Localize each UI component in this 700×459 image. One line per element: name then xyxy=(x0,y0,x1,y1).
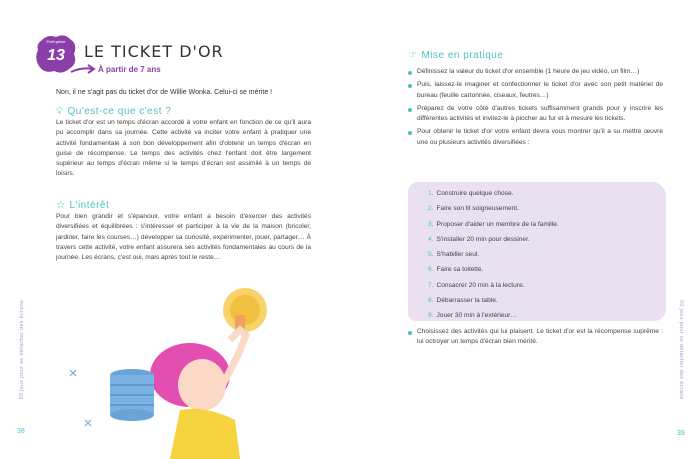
section-text: Le ticket d'or est un temps d'écran accordé à votre enfant en fonction de ce qu'il aura pu accomplir dans sa journée. Cette activité va inciter votre enfant à pratiquer une activité fondamentale à son bon développement afin d'obtenir un temps d'écran en guise de récompense. Le temps des activités chez l'enfant doit être largement supérieur au temps d'écran même si le temps d'écran est assimilé à un temps de loisirs. xyxy=(56,119,311,178)
activity-item xyxy=(428,217,666,232)
page-number-right: 39 xyxy=(677,430,685,437)
activity-text: Proposer d'aider un membre de la famille. xyxy=(436,220,559,228)
activity-number: 7. xyxy=(428,281,434,289)
page-number: 38 xyxy=(17,428,25,435)
activity-number: 6. xyxy=(428,266,434,274)
activity-text: Faire sa toilette. xyxy=(436,266,484,274)
activity-item xyxy=(428,186,666,201)
book-title-side-right: 50 jeux pour se détacher des écrans xyxy=(678,300,684,400)
activity-number: 9. xyxy=(428,312,434,320)
list-item: Définissez la valeur du ticket d'or ensemble (1 heure de jeu vidéo, un film…) xyxy=(408,67,663,77)
activity-number: 2. xyxy=(428,205,434,213)
activities-box xyxy=(408,182,666,321)
intro-text: Non, il ne s'agit pas du ticket d'or de Willie Wonka. Celui-ci se mérite ! xyxy=(56,89,273,96)
section-what xyxy=(56,106,311,180)
page-title: LE TICKET D'OR xyxy=(84,42,224,61)
age-label: À partir de 7 ans xyxy=(98,65,161,74)
activity-text: S'habiller seul. xyxy=(436,251,480,259)
section-heading: Mise en pratique xyxy=(421,50,504,61)
activity-item xyxy=(428,293,666,308)
list-item: Pour obtenir le ticket d'or votre enfant devra vous montrer qu'il a su mettre œuvre une ou plusieurs activités diversifiées : xyxy=(408,127,663,148)
badge-label: Petit génie xyxy=(46,39,66,44)
section-text: Pour bien grandir et s'épanouir, votre enfant a besoin d'exercer des activités diversifiées et équilibrées : s'intéresser et participer à la vie de la maison (bricoler, jardiner, faire les courses…) développer sa curiosité, expérimenter, jouer, partager… À travers cette activité, votre enfant assurera ses activités fondamentales au cours de la journée. Les écrans, c'est oui, mais après tout le reste… xyxy=(56,213,311,262)
activity-number: 1. xyxy=(428,190,434,197)
list-item: Préparez de votre côté d'autres tickets suffisamment grands pour y inscrire les différentes activités et invitez-le à piocher au fur et à mesure les tickets. xyxy=(408,104,663,125)
star-icon: ☆ xyxy=(56,200,66,211)
activity-text: Consacrer 20 min à la lecture. xyxy=(436,281,525,289)
list-item: Choisissez des activités qui lui plaisent. Le ticket d'or est la récompense suprême : lui octroyer un temps d'écran bien mérité. xyxy=(408,327,663,348)
activity-item xyxy=(428,232,666,247)
activity-number: 4. xyxy=(428,235,434,243)
section-interest xyxy=(56,200,311,263)
activity-item xyxy=(428,262,666,277)
activity-number: 8. xyxy=(428,297,434,305)
activity-text: Faire son lit soigneusement. xyxy=(436,205,519,213)
activity-text: S'installer 20 min pour dessiner. xyxy=(436,235,530,243)
activity-item xyxy=(428,201,666,216)
activity-item xyxy=(428,308,666,323)
activity-number: 3. xyxy=(428,220,434,228)
pointing-hand-icon: ☞ xyxy=(408,50,418,61)
badge-number: 13 xyxy=(47,47,65,64)
activity-text: Construire quelque chose. xyxy=(436,190,514,197)
section-heading: Qu'est-ce que c'est ? xyxy=(67,106,172,117)
activity-item xyxy=(428,247,666,262)
activity-number: 5. xyxy=(428,251,434,259)
book-title-side: 50 jeux pour se détacher des écrans xyxy=(19,300,25,400)
activity-item xyxy=(428,278,666,293)
lightbulb-icon: 💡︎ xyxy=(56,106,64,117)
final-note xyxy=(408,327,673,351)
child-illustration xyxy=(60,280,280,459)
list-item: Puis, laissez-le imaginer et confectionner le ticket d'or avec son petit matériel de bureau (feuille cartonnée, ciseaux, feutres…) xyxy=(408,80,663,101)
section-heading: L'intérêt xyxy=(69,200,110,211)
section-practice xyxy=(408,50,678,151)
arrow-icon xyxy=(70,64,96,74)
activity-text: Débarrasser la table. xyxy=(436,297,498,305)
activity-text: Jouer 30 min à l'extérieur… xyxy=(436,312,517,320)
